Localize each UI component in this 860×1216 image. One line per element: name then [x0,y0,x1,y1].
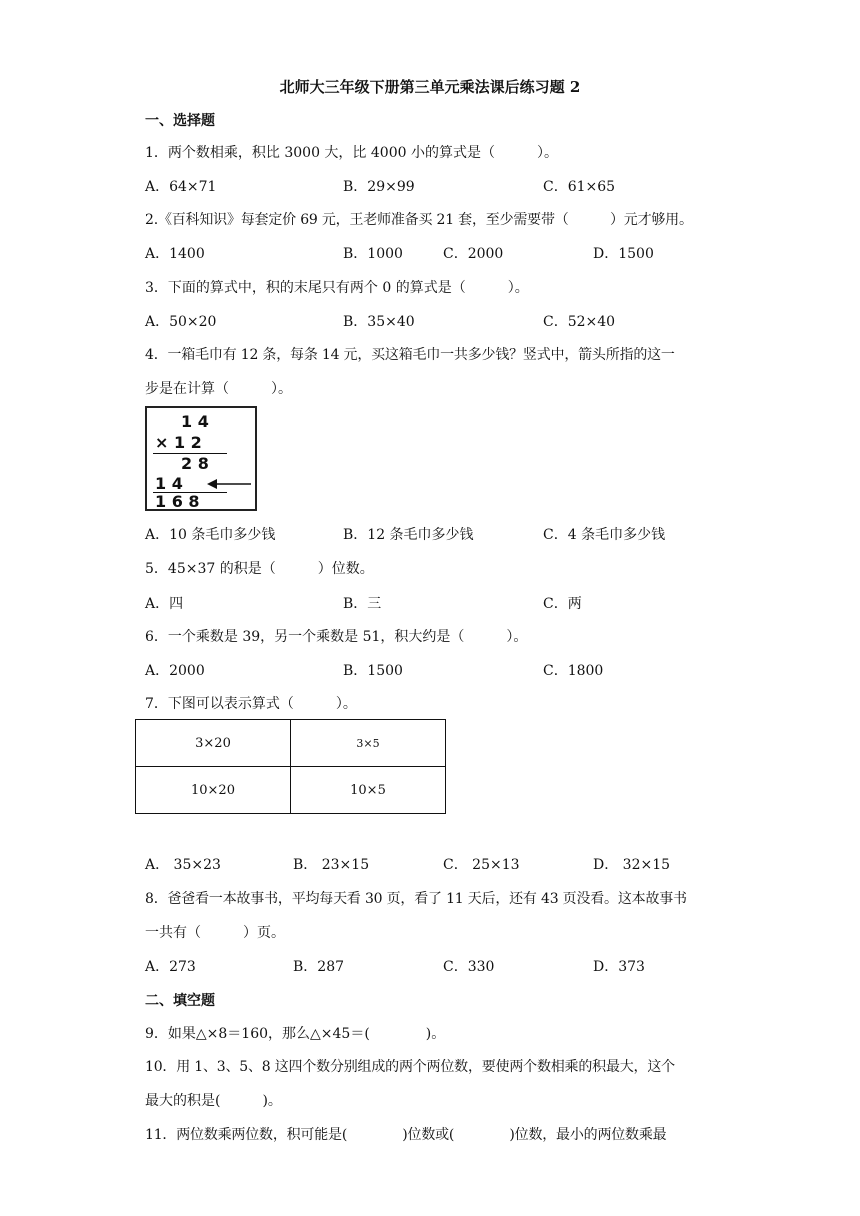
question-1: 1．两个数相乘，积比 3000 大，比 4000 小的算式是（ ）。 [145,145,558,161]
question-4-line1: 4．一箱毛巾有 12 条，每条 14 元，买这箱毛巾一共多少钱？竖式中，箭头所指的这一 [145,347,675,363]
q1-option-a[interactable]: A．64×71 [145,179,217,195]
question-8-line1: 8．爸爸看一本故事书，平均每天看 30 页，看了 11 天后，还有 43 页没看。这本故事书 [145,891,687,907]
q5-option-c[interactable]: C．两 [543,596,582,612]
q2-option-d[interactable]: D．1500 [593,246,654,262]
q4-option-a[interactable]: A．10 条毛巾多少钱 [145,527,276,543]
area-cell: 10×20 [136,767,291,814]
vertical-multiplication-figure [145,406,257,511]
section-choice-heading: 一、选择题 [145,113,215,129]
q6-option-a[interactable]: A．2000 [145,663,205,679]
left-arrow-icon [207,476,253,492]
q1-option-c[interactable]: C．61×65 [543,179,616,195]
q7-option-a[interactable]: A． 35×23 [145,857,221,873]
q8-option-c[interactable]: C．330 [443,959,495,975]
vertical-row-partial-2: 1 4 [155,474,183,493]
question-6: 6．一个乘数是 39，另一个乘数是 51，积大约是（ ）。 [145,629,528,645]
q2-option-b[interactable]: B．1000 [343,246,403,262]
question-8-line2: 一共有（ ）页。 [145,925,285,941]
question-5: 5．45×37 的积是（ ）位数。 [145,561,374,577]
question-2: 2.《百科知识》每套定价 69 元，王老师准备买 21 套，至少需要带（ ）元才够用。 [145,212,693,228]
q3-option-b[interactable]: B．35×40 [343,314,415,330]
vertical-row-partial-1: 2 8 [181,454,209,473]
area-cell: 3×5 [291,720,446,767]
q3-option-a[interactable]: A．50×20 [145,314,217,330]
vertical-row-product: 1 6 8 [155,492,200,511]
question-10-line1: 10．用 1、3、5、8 这四个数分别组成的两个两位数，要使两个数相乘的积最大，这个 [145,1059,675,1075]
area-cell: 3×20 [136,720,291,767]
question-3: 3．下面的算式中，积的末尾只有两个 0 的算式是（ ）。 [145,280,529,296]
q8-option-a[interactable]: A．273 [145,959,196,975]
q8-option-d[interactable]: D．373 [593,959,645,975]
q4-option-b[interactable]: B．12 条毛巾多少钱 [343,527,474,543]
q5-option-a[interactable]: A．四 [145,596,184,612]
q7-option-d[interactable]: D． 32×15 [593,857,671,873]
q8-option-b[interactable]: B．287 [293,959,345,975]
question-9: 9．如果△×8＝160，那么△×45＝( )。 [145,1026,446,1042]
q6-option-c[interactable]: C．1800 [543,663,604,679]
q7-option-b[interactable]: B． 23×15 [293,857,370,873]
q6-option-b[interactable]: B．1500 [343,663,403,679]
question-4-line2: 步是在计算（ ）。 [145,381,292,397]
q1-option-b[interactable]: B．29×99 [343,179,415,195]
question-11: 11．两位数乘两位数，积可能是( )位数或( )位数，最小的两位数乘最 [145,1127,667,1143]
vertical-row-multiplier: × 1 2 [155,433,202,452]
area-cell: 10×5 [291,767,446,814]
q2-option-a[interactable]: A．1400 [145,246,205,262]
section-fill-heading: 二、填空题 [145,993,215,1009]
area-model-table [135,719,446,814]
question-7: 7．下图可以表示算式（ ）。 [145,696,357,712]
q2-option-c[interactable]: C．2000 [443,246,504,262]
vertical-row-multiplicand: 1 4 [181,412,209,431]
q5-option-b[interactable]: B．三 [343,596,382,612]
page-title: 北师大三年级下册第三单元乘法课后练习题 2 [279,78,581,96]
q3-option-c[interactable]: C．52×40 [543,314,616,330]
q4-option-c[interactable]: C．4 条毛巾多少钱 [543,527,666,543]
question-10-line2: 最大的积是( )。 [145,1093,282,1109]
q7-option-c[interactable]: C． 25×13 [443,857,520,873]
